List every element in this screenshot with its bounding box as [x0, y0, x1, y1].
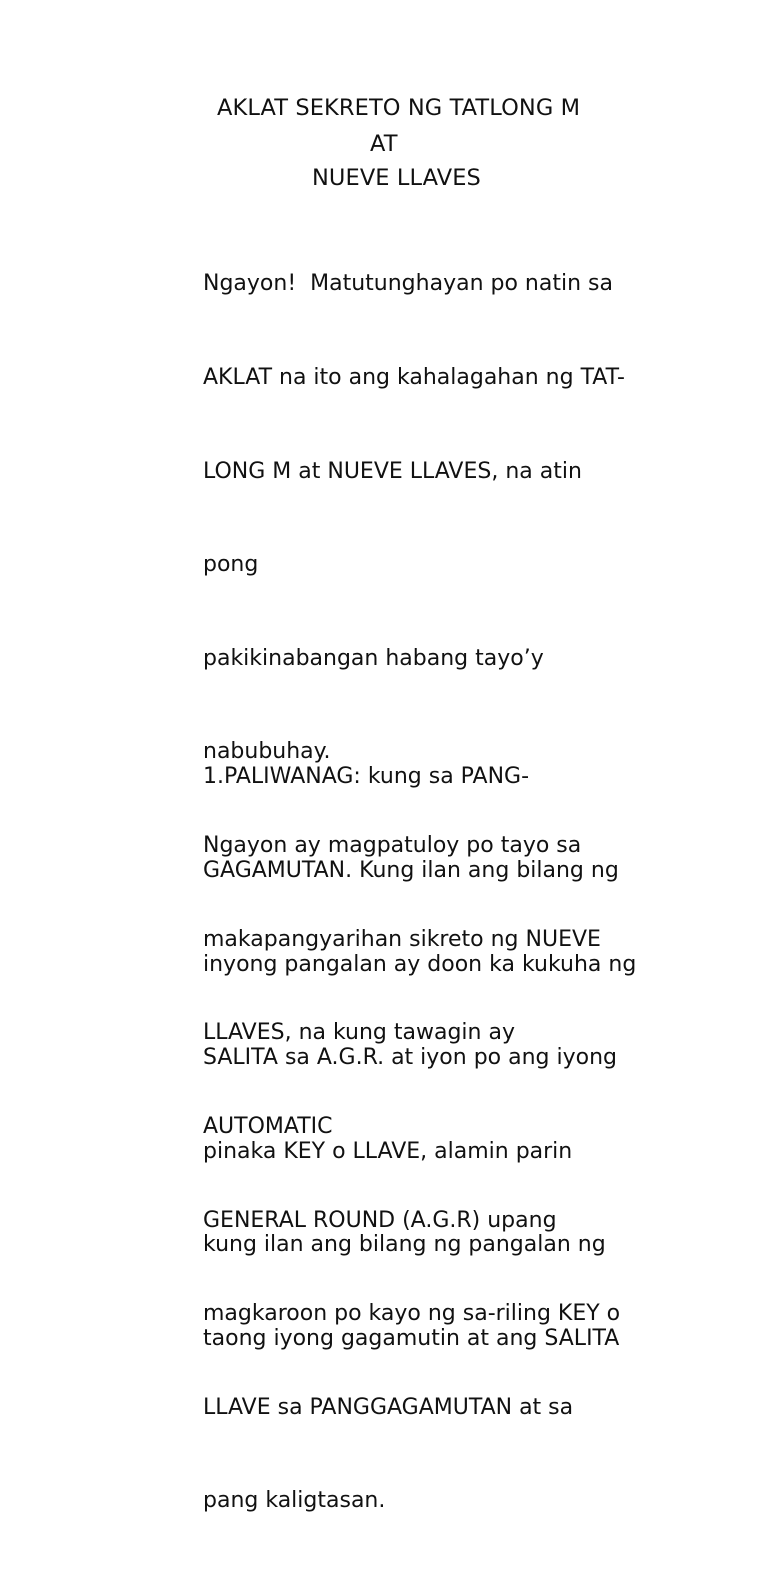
text-line: kung ilan ang bilang ng pangalan ng: [203, 1232, 606, 1258]
text-line: Ngayon ay magpatuloy po tayo sa: [203, 833, 582, 859]
text-line: LLAVE sa PANGGAGAMUTAN at sa: [203, 1394, 574, 1420]
text-line: makapangyarihan sikreto ng NUEVE: [203, 926, 601, 952]
title-line-2: AT: [370, 131, 398, 157]
text-line: nabubuhay.: [203, 739, 331, 765]
text-line: AUTOMATIC: [203, 1113, 333, 1139]
text-line: AKLAT na ito ang kahalagahan ng TAT-: [203, 365, 625, 391]
text-line: GAGAMUTAN. Kung ilan ang bilang ng: [203, 858, 619, 884]
text-line: 1.PALIWANAG: kung sa PANG-: [203, 764, 530, 790]
text-line: pakikinabangan habang tayo’y: [203, 645, 544, 671]
text-line: LONG M at NUEVE LLAVES, na atin: [203, 458, 582, 484]
text-line: LLAVES, na kung tawagin ay: [203, 1020, 515, 1046]
text-line: pong: [203, 552, 259, 578]
text-line: Ngayon! Matutunghayan po natin sa: [203, 271, 613, 297]
text-line: SALITA sa A.G.R. at iyon po ang iyong: [203, 1045, 617, 1071]
text-line: pang kaligtasan.: [203, 1488, 386, 1514]
title-line-3: NUEVE LLAVES: [312, 165, 481, 191]
text-line: pinaka KEY o LLAVE, alamin parin: [203, 1138, 573, 1164]
text-line: GENERAL ROUND (A.G.R) upang: [203, 1207, 557, 1233]
text-line: magkaroon po kayo ng sa-riling KEY o: [203, 1301, 621, 1327]
text-line: inyong pangalan ay doon ka kukuha ng: [203, 951, 637, 977]
paragraph-paliwanag: [203, 699, 653, 1417]
title-line-1: AKLAT SEKRETO NG TATLONG M: [217, 95, 581, 121]
text-line: taong iyong gagamutin at ang SALITA: [203, 1326, 620, 1352]
